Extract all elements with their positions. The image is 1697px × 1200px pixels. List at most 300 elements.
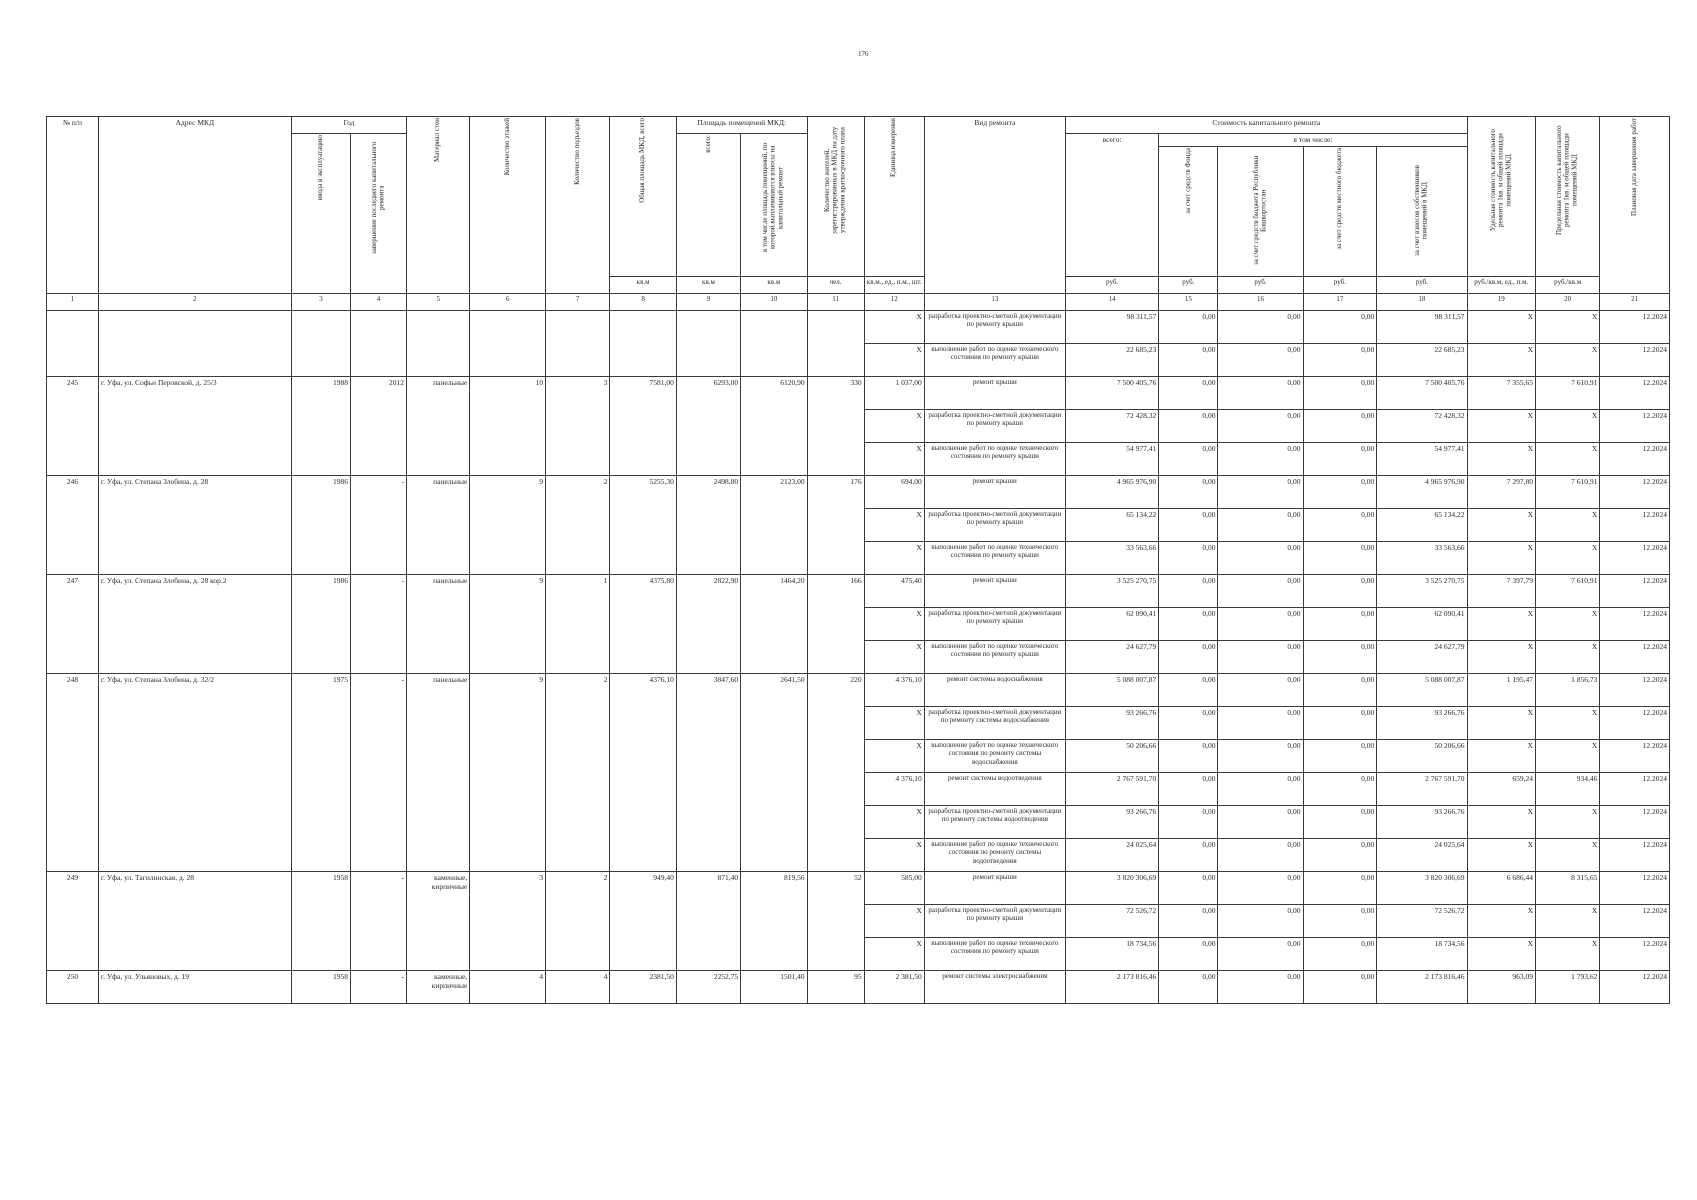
cell-limit-cost: X [1536, 938, 1600, 971]
cell-unit: X [864, 509, 924, 542]
cell-unit-cost: X [1467, 806, 1535, 839]
cell-cost-republic: 0,00 [1218, 773, 1303, 806]
cell-limit-cost: 7 610,91 [1536, 575, 1600, 608]
cell-unit-cost: X [1467, 509, 1535, 542]
cell-area-total: 2498,80 [676, 476, 740, 575]
column-number: 16 [1218, 294, 1303, 311]
cell-unit-cost: X [1467, 740, 1535, 773]
cell-residents: 330 [807, 377, 864, 476]
cell-cost-total: 93 266,76 [1065, 806, 1158, 839]
column-number: 5 [407, 294, 470, 311]
cell-unit: 2 381,50 [864, 971, 924, 1004]
cell-year-last-repair: - [351, 575, 407, 674]
cell-cost-fund: 0,00 [1159, 740, 1218, 773]
cell-floors: 9 [470, 674, 546, 872]
table-row [47, 311, 1670, 344]
cell-cost-owners: 2 767 591,70 [1377, 773, 1467, 806]
cell-unit: 585,00 [864, 872, 924, 905]
cell-number: 246 [47, 476, 99, 575]
cell-completion-date: 12.2024 [1600, 608, 1670, 641]
cell-cost-total: 2 767 591,70 [1065, 773, 1158, 806]
cell-cost-fund: 0,00 [1159, 707, 1218, 740]
cell-entrances: 2 [546, 674, 610, 872]
cell-cost-fund: 0,00 [1159, 344, 1218, 377]
cell-unit: X [864, 641, 924, 674]
header-area-paying: в том числе площадь помещений, по которой выплачиваются взносы на капитальный ремонт [741, 134, 807, 277]
cell-cost-total: 24 025,64 [1065, 839, 1158, 872]
cell-unit-cost: X [1467, 938, 1535, 971]
cell-work-type: ремонт крыши [924, 575, 1065, 608]
cell-cost-fund: 0,00 [1159, 311, 1218, 344]
cell-residents: 176 [807, 476, 864, 575]
cell-total-area: 2381,50 [610, 971, 676, 1004]
cell-residents: 220 [807, 674, 864, 872]
cell-year-commission: 1958 [291, 872, 350, 971]
cell-unit: 4 376,10 [864, 674, 924, 707]
cell-entrances: 2 [546, 872, 610, 971]
cell-cost-fund: 0,00 [1159, 872, 1218, 905]
cell-number: 249 [47, 872, 99, 971]
cell-cost-owners: 54 977,41 [1377, 443, 1467, 476]
column-number: 14 [1065, 294, 1158, 311]
cell-work-type: выполнение работ по оценке технического состояния по ремонту крыши [924, 443, 1065, 476]
cell-year-last-repair: - [351, 872, 407, 971]
table-row [47, 674, 1670, 707]
cell-unit-cost: X [1467, 311, 1535, 344]
cell-cost-owners: 24 627,79 [1377, 641, 1467, 674]
cell-work-type: ремонт крыши [924, 872, 1065, 905]
cell-completion-date: 12.2024 [1600, 905, 1670, 938]
cell-cost-republic: 0,00 [1218, 476, 1303, 509]
cell-cost-local: 0,00 [1303, 509, 1377, 542]
column-numbers-row [47, 294, 1670, 311]
cell-unit: X [864, 839, 924, 872]
cell-work-type: ремонт системы водоснабжения [924, 674, 1065, 707]
cell-unit: 1 037,00 [864, 377, 924, 410]
header-limit-cost: Предельная стоимость капитального ремонта 1кв. м общей площади помещений МКД [1536, 117, 1600, 277]
cell-cost-republic: 0,00 [1218, 674, 1303, 707]
unit-cell: кв.м., ед., п.м., шт. [864, 277, 924, 294]
cell-unit-cost: X [1467, 707, 1535, 740]
cell-cost-local: 0,00 [1303, 443, 1377, 476]
cell-limit-cost: X [1536, 740, 1600, 773]
cell-number: 247 [47, 575, 99, 674]
cell-work-type: разработка проектно-сметной документации по ремонту крыши [924, 608, 1065, 641]
header-wall-material: Материал стен [407, 117, 470, 294]
cell-year-last-repair [351, 311, 407, 377]
cell-year-last-repair: - [351, 674, 407, 872]
cell-work-type: разработка проектно-сметной документации по ремонту крыши [924, 410, 1065, 443]
cell-cost-local: 0,00 [1303, 806, 1377, 839]
cell-cost-owners: 22 685,23 [1377, 344, 1467, 377]
cell-wall-material: панельные [407, 476, 470, 575]
cell-limit-cost: 934,46 [1536, 773, 1600, 806]
cell-limit-cost: X [1536, 641, 1600, 674]
cell-cost-owners: 65 134,22 [1377, 509, 1467, 542]
cell-cost-owners: 93 266,76 [1377, 806, 1467, 839]
cell-total-area: 949,40 [610, 872, 676, 971]
cell-floors [470, 311, 546, 377]
cell-residents [807, 311, 864, 377]
column-number: 18 [1377, 294, 1467, 311]
cell-completion-date: 12.2024 [1600, 410, 1670, 443]
cell-cost-total: 4 965 976,90 [1065, 476, 1158, 509]
cell-unit-cost: 7 355,65 [1467, 377, 1535, 410]
cell-unit: X [864, 344, 924, 377]
cell-entrances: 1 [546, 575, 610, 674]
cell-cost-owners: 33 563,66 [1377, 542, 1467, 575]
cell-area-total: 3847,60 [676, 674, 740, 872]
cell-cost-fund: 0,00 [1159, 938, 1218, 971]
header-total-area: Общая площадь МКД, всего [610, 117, 676, 277]
cell-completion-date: 12.2024 [1600, 773, 1670, 806]
cell-area-paying: 2123,00 [741, 476, 807, 575]
cell-limit-cost: 7 610,91 [1536, 476, 1600, 509]
cell-address: г. Уфа, ул. Степана Злобина, д. 28 кор.2 [98, 575, 291, 674]
cell-cost-local: 0,00 [1303, 575, 1377, 608]
cell-cost-republic: 0,00 [1218, 740, 1303, 773]
cell-cost-fund: 0,00 [1159, 575, 1218, 608]
cell-wall-material [407, 311, 470, 377]
cell-entrances: 2 [546, 476, 610, 575]
cell-completion-date: 12.2024 [1600, 674, 1670, 707]
cell-cost-fund: 0,00 [1159, 443, 1218, 476]
column-number: 2 [98, 294, 291, 311]
table-row [47, 971, 1670, 1004]
cell-total-area: 4376,10 [610, 674, 676, 872]
cell-unit: X [864, 542, 924, 575]
cell-floors: 4 [470, 971, 546, 1004]
header-unit-measure: Единица измерения [864, 117, 924, 277]
cell-cost-fund: 0,00 [1159, 971, 1218, 1004]
header-cost-fund: за счет средств Фонда [1159, 147, 1218, 277]
cell-cost-local: 0,00 [1303, 905, 1377, 938]
cell-work-type: выполнение работ по оценке технического состояния по ремонту крыши [924, 938, 1065, 971]
cell-work-type: разработка проектно-сметной документации по ремонту крыши [924, 311, 1065, 344]
cell-cost-republic: 0,00 [1218, 971, 1303, 1004]
cell-address: г. Уфа, ул. Софьи Перовской, д. 25/3 [98, 377, 291, 476]
cell-cost-republic: 0,00 [1218, 344, 1303, 377]
cell-area-total: 2822,90 [676, 575, 740, 674]
cell-year-last-repair: - [351, 476, 407, 575]
repair-plan-table [46, 116, 1670, 1004]
cell-residents: 166 [807, 575, 864, 674]
header-area-group: Площадь помещений МКД: [676, 117, 807, 134]
cell-work-type: ремонт системы электроснабжения [924, 971, 1065, 1004]
page-number: 176 [858, 50, 869, 58]
cell-work-type: разработка проектно-сметной документации по ремонту системы водоотведения [924, 806, 1065, 839]
cell-address: г. Уфа, ул. Степана Злобина, д. 32/2 [98, 674, 291, 872]
cell-unit: 4 376,10 [864, 773, 924, 806]
cell-cost-total: 62 090,41 [1065, 608, 1158, 641]
cell-work-type: выполнение работ по оценке технического состояния по ремонту системы водоснабжения [924, 740, 1065, 773]
cell-cost-fund: 0,00 [1159, 509, 1218, 542]
cell-work-type: разработка проектно-сметной документации по ремонту крыши [924, 509, 1065, 542]
column-number: 12 [864, 294, 924, 311]
cell-year-commission: 1975 [291, 674, 350, 872]
cell-cost-fund: 0,00 [1159, 377, 1218, 410]
cell-entrances: 4 [546, 971, 610, 1004]
cell-year-commission: 1988 [291, 377, 350, 476]
cell-area-total: 6293,00 [676, 377, 740, 476]
cell-number: 248 [47, 674, 99, 872]
cell-address [98, 311, 291, 377]
cell-cost-local: 0,00 [1303, 971, 1377, 1004]
header-completion-date: Плановая дата завершения работ [1600, 117, 1670, 294]
cell-unit: X [864, 905, 924, 938]
cell-work-type: разработка проектно-сметной документации по ремонту крыши [924, 905, 1065, 938]
cell-limit-cost: X [1536, 542, 1600, 575]
cell-year-last-repair: - [351, 971, 407, 1004]
column-number: 21 [1600, 294, 1670, 311]
cell-cost-local: 0,00 [1303, 839, 1377, 872]
cell-residents: 52 [807, 872, 864, 971]
cell-cost-fund: 0,00 [1159, 410, 1218, 443]
cell-floors: 10 [470, 377, 546, 476]
cell-completion-date: 12.2024 [1600, 707, 1670, 740]
column-number: 3 [291, 294, 350, 311]
cell-cost-fund: 0,00 [1159, 674, 1218, 707]
cell-cost-fund: 0,00 [1159, 839, 1218, 872]
cell-area-paying: 1464,20 [741, 575, 807, 674]
cell-total-area: 4375,80 [610, 575, 676, 674]
cell-cost-local: 0,00 [1303, 476, 1377, 509]
cell-total-area: 5255,30 [610, 476, 676, 575]
cell-unit-cost: 7 297,80 [1467, 476, 1535, 509]
cell-cost-fund: 0,00 [1159, 608, 1218, 641]
cell-completion-date: 12.2024 [1600, 806, 1670, 839]
cell-cost-owners: 7 500 405,76 [1377, 377, 1467, 410]
cell-floors: 9 [470, 476, 546, 575]
unit-cell: руб. [1377, 277, 1467, 294]
cell-cost-local: 0,00 [1303, 410, 1377, 443]
cell-unit-cost: X [1467, 608, 1535, 641]
cell-completion-date: 12.2024 [1600, 443, 1670, 476]
cell-unit: X [864, 311, 924, 344]
cell-unit-cost: X [1467, 905, 1535, 938]
cell-cost-owners: 62 090,41 [1377, 608, 1467, 641]
cell-entrances: 3 [546, 377, 610, 476]
cell-cost-total: 72 428,32 [1065, 410, 1158, 443]
unit-cell: кв.м [676, 277, 740, 294]
cell-cost-owners: 93 266,76 [1377, 707, 1467, 740]
unit-cell: кв.м [741, 277, 807, 294]
cell-cost-republic: 0,00 [1218, 839, 1303, 872]
header-no: № п/п [47, 117, 99, 294]
cell-limit-cost: X [1536, 443, 1600, 476]
cell-area-total: 871,40 [676, 872, 740, 971]
unit-cell: руб. [1303, 277, 1377, 294]
cell-unit-cost: 659,24 [1467, 773, 1535, 806]
cell-completion-date: 12.2024 [1600, 839, 1670, 872]
cell-limit-cost: X [1536, 410, 1600, 443]
cell-wall-material: панельные [407, 377, 470, 476]
header-row-1 [47, 117, 1670, 134]
cell-cost-republic: 0,00 [1218, 707, 1303, 740]
cell-work-type: разработка проектно-сметной документации по ремонту системы водоснабжения [924, 707, 1065, 740]
cell-limit-cost: X [1536, 806, 1600, 839]
unit-cell: кв.м [610, 277, 676, 294]
cell-unit-cost: X [1467, 641, 1535, 674]
cell-limit-cost: X [1536, 311, 1600, 344]
cell-total-area: 7581,00 [610, 377, 676, 476]
cell-cost-republic: 0,00 [1218, 641, 1303, 674]
cell-area-paying: 2641,50 [741, 674, 807, 872]
column-number: 15 [1159, 294, 1218, 311]
cell-wall-material: каменные, кирпичные [407, 971, 470, 1004]
cell-address: г. Уфа, ул. Ульяновых, д. 19 [98, 971, 291, 1004]
cell-cost-local: 0,00 [1303, 377, 1377, 410]
cell-work-type: выполнение работ по оценке технического состояния по ремонту крыши [924, 542, 1065, 575]
cell-limit-cost: X [1536, 344, 1600, 377]
cell-area-total [676, 311, 740, 377]
cell-entrances [546, 311, 610, 377]
column-number: 19 [1467, 294, 1535, 311]
cell-cost-owners: 50 206,66 [1377, 740, 1467, 773]
cell-unit-cost: 1 195,47 [1467, 674, 1535, 707]
column-number: 17 [1303, 294, 1377, 311]
cell-year-commission [291, 311, 350, 377]
cell-cost-republic: 0,00 [1218, 410, 1303, 443]
column-number: 9 [676, 294, 740, 311]
cell-work-type: ремонт системы водоотведения [924, 773, 1065, 806]
cell-cost-total: 7 500 405,76 [1065, 377, 1158, 410]
cell-cost-total: 24 627,79 [1065, 641, 1158, 674]
unit-cell: руб. [1065, 277, 1158, 294]
cell-unit: X [864, 608, 924, 641]
cell-cost-total: 3 525 270,75 [1065, 575, 1158, 608]
cell-number: 245 [47, 377, 99, 476]
cell-cost-local: 0,00 [1303, 608, 1377, 641]
cell-limit-cost: X [1536, 608, 1600, 641]
cell-cost-owners: 72 428,32 [1377, 410, 1467, 443]
cell-unit-cost: X [1467, 344, 1535, 377]
cell-wall-material: панельные [407, 575, 470, 674]
cell-cost-republic: 0,00 [1218, 311, 1303, 344]
cell-year-commission: 1986 [291, 575, 350, 674]
column-number: 7 [546, 294, 610, 311]
unit-cell: чел. [807, 277, 864, 294]
cell-unit: X [864, 410, 924, 443]
header-floors: Количество этажей [470, 117, 546, 294]
cell-cost-owners: 3 525 270,75 [1377, 575, 1467, 608]
header-including: в том числе: [1159, 134, 1467, 147]
table-row [47, 575, 1670, 608]
cell-limit-cost: X [1536, 839, 1600, 872]
cell-cost-local: 0,00 [1303, 311, 1377, 344]
cell-completion-date: 12.2024 [1600, 872, 1670, 905]
cell-cost-fund: 0,00 [1159, 542, 1218, 575]
cell-cost-total: 65 134,22 [1065, 509, 1158, 542]
cell-unit: X [864, 707, 924, 740]
cell-cost-republic: 0,00 [1218, 905, 1303, 938]
cell-area-paying: 6120,90 [741, 377, 807, 476]
column-number: 13 [924, 294, 1065, 311]
header-cost-group: Стоимость капитального ремонта [1065, 117, 1467, 134]
cell-floors: 9 [470, 575, 546, 674]
cell-cost-local: 0,00 [1303, 872, 1377, 905]
cell-work-type: ремонт крыши [924, 377, 1065, 410]
cell-completion-date: 12.2024 [1600, 311, 1670, 344]
cell-cost-owners: 4 965 976,90 [1377, 476, 1467, 509]
cell-completion-date: 12.2024 [1600, 476, 1670, 509]
cell-unit: X [864, 443, 924, 476]
cell-completion-date: 12.2024 [1600, 938, 1670, 971]
cell-cost-local: 0,00 [1303, 344, 1377, 377]
cell-unit-cost: 963,09 [1467, 971, 1535, 1004]
cell-cost-fund: 0,00 [1159, 641, 1218, 674]
cell-completion-date: 12.2024 [1600, 641, 1670, 674]
cell-cost-total: 98 311,57 [1065, 311, 1158, 344]
cell-limit-cost: X [1536, 905, 1600, 938]
cell-number: 250 [47, 971, 99, 1004]
cell-unit-cost: X [1467, 410, 1535, 443]
header-residents: Количество жителей, зарегистрированных в МКД на дату утверждения краткосрочного плана [807, 117, 864, 277]
cell-cost-local: 0,00 [1303, 740, 1377, 773]
cell-address: г. Уфа, ул. Тагилинская, д. 28 [98, 872, 291, 971]
column-number: 8 [610, 294, 676, 311]
header-area-total: всего: [676, 134, 740, 277]
cell-cost-owners: 72 526,72 [1377, 905, 1467, 938]
cell-cost-local: 0,00 [1303, 938, 1377, 971]
cell-year-commission: 1986 [291, 476, 350, 575]
header-entrances: Количество подъездов [546, 117, 610, 294]
cell-number [47, 311, 99, 377]
cell-cost-total: 33 563,66 [1065, 542, 1158, 575]
cell-area-paying [741, 311, 807, 377]
cell-cost-total: 22 685,23 [1065, 344, 1158, 377]
column-number: 4 [351, 294, 407, 311]
cell-cost-local: 0,00 [1303, 674, 1377, 707]
cell-cost-republic: 0,00 [1218, 806, 1303, 839]
cell-cost-republic: 0,00 [1218, 608, 1303, 641]
cell-cost-owners: 3 820 306,69 [1377, 872, 1467, 905]
cell-limit-cost: X [1536, 707, 1600, 740]
cell-cost-total: 93 266,76 [1065, 707, 1158, 740]
cell-unit-cost: 6 686,44 [1467, 872, 1535, 905]
cell-completion-date: 12.2024 [1600, 344, 1670, 377]
column-number: 6 [470, 294, 546, 311]
cell-unit: X [864, 740, 924, 773]
cell-cost-owners: 5 088 007,87 [1377, 674, 1467, 707]
cell-work-type: выполнение работ по оценке технического состояния по ремонту крыши [924, 641, 1065, 674]
cell-address: г. Уфа, ул. Степана Злобина, д. 28 [98, 476, 291, 575]
cell-year-last-repair: 2012 [351, 377, 407, 476]
cell-wall-material: панельные [407, 674, 470, 872]
header-cost-owners: за счет взносов собственников помещений в МКД [1377, 147, 1467, 277]
cell-limit-cost: 7 610,91 [1536, 377, 1600, 410]
column-number: 11 [807, 294, 864, 311]
table-row [47, 872, 1670, 905]
table-row [47, 377, 1670, 410]
cell-completion-date: 12.2024 [1600, 542, 1670, 575]
cell-completion-date: 12.2024 [1600, 377, 1670, 410]
cell-completion-date: 12.2024 [1600, 971, 1670, 1004]
header-unit-cost: Удельная стоимость капитального ремонта 1кв. м общей площади помещений МКД [1467, 117, 1535, 277]
cell-cost-republic: 0,00 [1218, 542, 1303, 575]
cell-work-type: выполнение работ по оценке технического состояния по ремонту крыши [924, 344, 1065, 377]
cell-unit: 694,00 [864, 476, 924, 509]
header-year-last-repair: завершение последнего капитального ремонта [351, 134, 407, 294]
cell-cost-fund: 0,00 [1159, 773, 1218, 806]
cell-unit-cost: X [1467, 542, 1535, 575]
cell-cost-total: 50 206,66 [1065, 740, 1158, 773]
header-cost-total: всего: [1065, 134, 1158, 277]
cell-cost-total: 2 173 816,46 [1065, 971, 1158, 1004]
cell-unit: X [864, 806, 924, 839]
cell-limit-cost: X [1536, 509, 1600, 542]
header-work-type: Вид ремонта [924, 117, 1065, 294]
